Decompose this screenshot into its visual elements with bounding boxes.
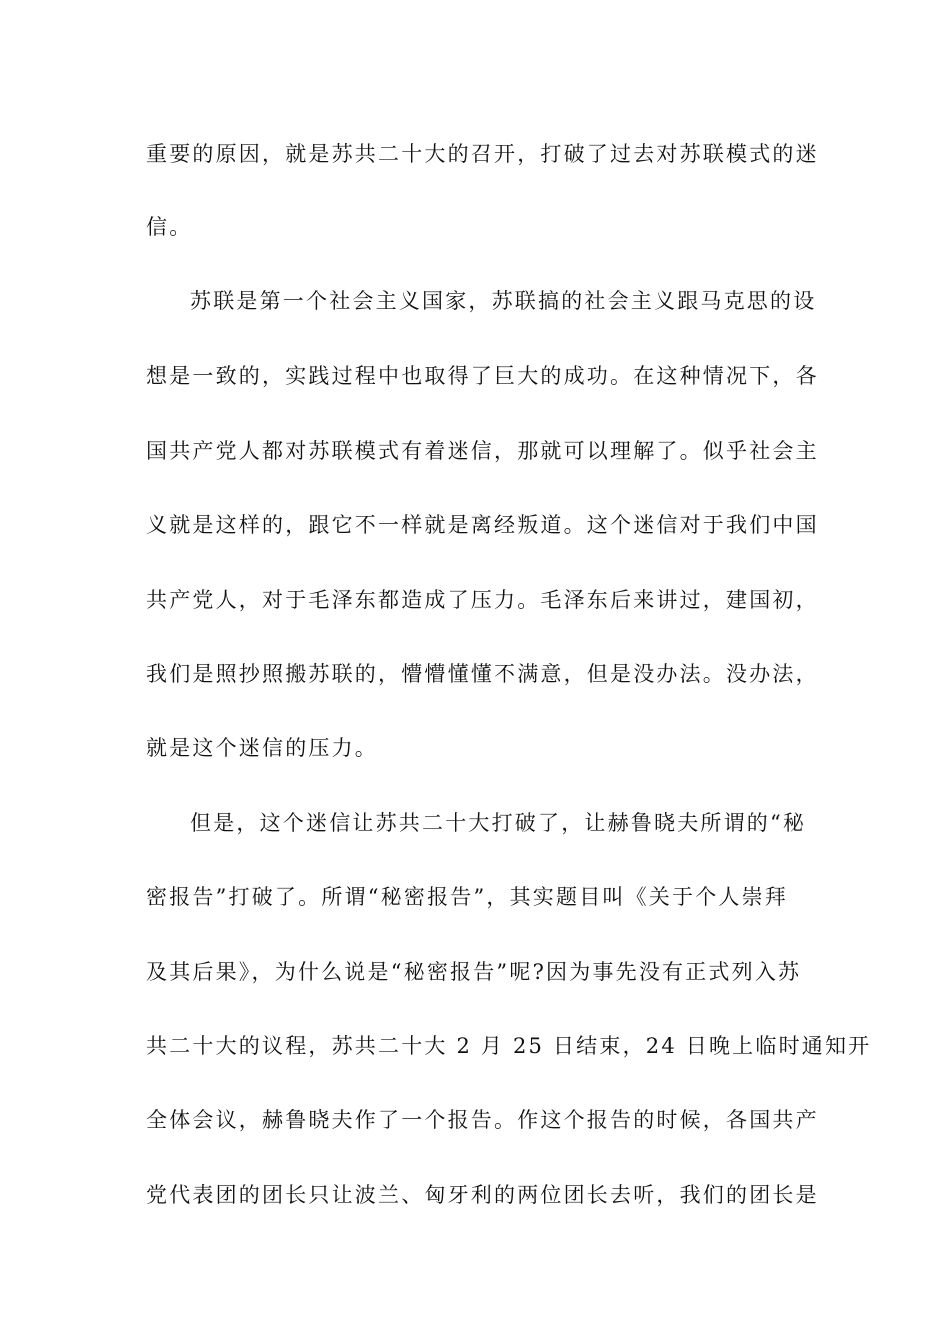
text-line: 党代表团的团长只让波兰、匈牙利的两位团长去听，我们的团长是 bbox=[146, 1183, 819, 1207]
text-line: 信。 bbox=[146, 215, 193, 239]
text-line: 义就是这样的，跟它不一样就是离经叛道。这个迷信对于我们中国 bbox=[146, 513, 819, 537]
text-line: 全体会议，赫鲁晓夫作了一个报告。作这个报告的时候，各国共产 bbox=[146, 1108, 819, 1132]
text-line: 想是一致的，实践过程中也取得了巨大的成功。在这种情况下，各 bbox=[146, 364, 819, 388]
text-line: 共产党人，对于毛泽东都造成了压力。毛泽东后来讲过，建国初， bbox=[146, 588, 819, 612]
paragraph-start-line: 苏联是第一个社会主义国家，苏联搞的社会主义跟马克思的设 bbox=[190, 289, 817, 313]
paragraph-start-line: 但是，这个迷信让苏共二十大打破了，让赫鲁晓夫所谓的“秘 bbox=[190, 811, 807, 835]
text-line: 共二十大的议程，苏共二十大 2 月 25 日结束，24 日晚上临时通知开 bbox=[146, 1034, 872, 1058]
text-line: 密报告”打破了。所谓“秘密报告”，其实题目叫《关于个人崇拜 bbox=[146, 885, 789, 909]
text-line: 国共产党人都对苏联模式有着迷信，那就可以理解了。似乎社会主 bbox=[146, 439, 819, 463]
text-line: 及其后果》，为什么说是“秘密报告”呢?因为事先没有正式列入苏 bbox=[146, 960, 802, 984]
text-line: 就是这个迷信的压力。 bbox=[146, 736, 378, 760]
text-line: 我们是照抄照搬苏联的，懵懵懂懂不满意，但是没办法。没办法， bbox=[146, 662, 819, 686]
text-line: 重要的原因，就是苏共二十大的召开，打破了过去对苏联模式的迷 bbox=[146, 142, 819, 166]
